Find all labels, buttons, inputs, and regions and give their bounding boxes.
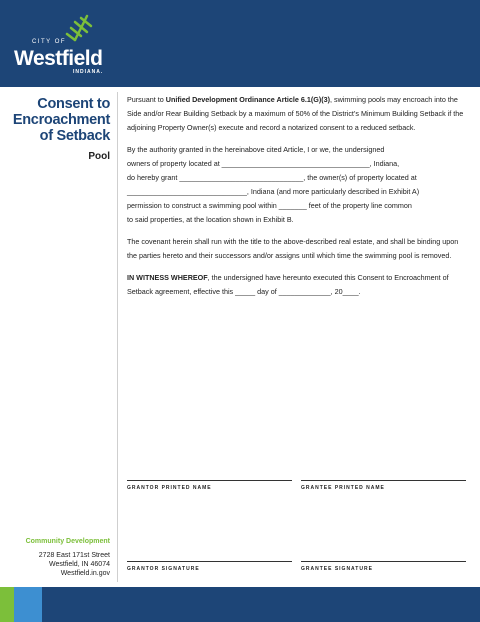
document-subtitle: Pool	[88, 151, 110, 162]
grantee-signature-line[interactable]	[301, 561, 466, 562]
paragraph-witness: IN WITNESS WHEREOF, the undersigned have hereunto executed this Consent to Encroachment of Setback agreement, effective this _____ day of _____________, 20____.	[127, 273, 449, 296]
grantor-name-line[interactable]	[127, 480, 292, 481]
paragraph-ordinance: Pursuant to Unified Development Ordinance Article 6.1(G)(3), swimming pools may encroach into the Side and/or Rear Building Setback by a maximum of 50% of the District’s Minimum Building Setback if the adjoining Property Owner(s) execute and record a notarized consent to a reduced setback.	[127, 95, 464, 132]
document-body	[127, 93, 467, 307]
logo-state: INDIANA.	[73, 69, 104, 75]
grantor-name-label: GRANTOR PRINTED NAME	[127, 485, 212, 491]
department-name: Community Development	[25, 538, 110, 545]
page-header	[0, 0, 480, 87]
grantor-signature-line[interactable]	[127, 561, 292, 562]
address-city: Westfield, IN 46074	[49, 561, 110, 568]
paragraph-grant: By the authority granted in the hereinabove cited Article, I or we, the undersigned owners of property located at _____________________________________, Indiana, do hereby grant _______________________________, the owner(s) of property located at ______________________________, Indiana (and more particularly described in Exhibit A) permission to construct a swimming pool within _______ feet of the property line common to said properties, at the location shown in Exhibit B.	[127, 145, 420, 224]
westfield-logo	[10, 14, 120, 76]
document-title	[13, 96, 110, 144]
website-link[interactable]: Westfield.in.gov	[60, 570, 110, 577]
footer-blue-accent	[14, 587, 42, 622]
sidebar-divider	[117, 92, 118, 582]
page-footer	[0, 587, 480, 622]
address-street: 2728 East 171st Street	[38, 552, 110, 559]
contact-address	[39, 551, 110, 578]
grantee-name-line[interactable]	[301, 480, 466, 481]
title-line-3: of Setback	[39, 128, 110, 144]
grantee-name-label: GRANTEE PRINTED NAME	[301, 485, 385, 491]
logo-city-of: CITY OF	[32, 39, 67, 45]
title-line-1: Consent to	[37, 96, 110, 112]
grantor-signature-label: GRANTOR SIGNATURE	[127, 566, 200, 572]
paragraph-covenant: The covenant herein shall run with the title to the above-described real estate, and shall be binding upon the parties hereto and their successors and/or assigns until which time the swimming pool is removed.	[127, 237, 459, 260]
grantee-signature-label: GRANTEE SIGNATURE	[301, 566, 373, 572]
title-line-2: Encroachment	[12, 112, 110, 128]
ordinance-reference: Unified Development Ordinance Article 6.1(G)(3)	[165, 95, 331, 104]
footer-green-accent	[0, 587, 14, 622]
logo-city-name: Westfield	[14, 47, 103, 70]
leaf-grid-icon	[65, 14, 95, 42]
